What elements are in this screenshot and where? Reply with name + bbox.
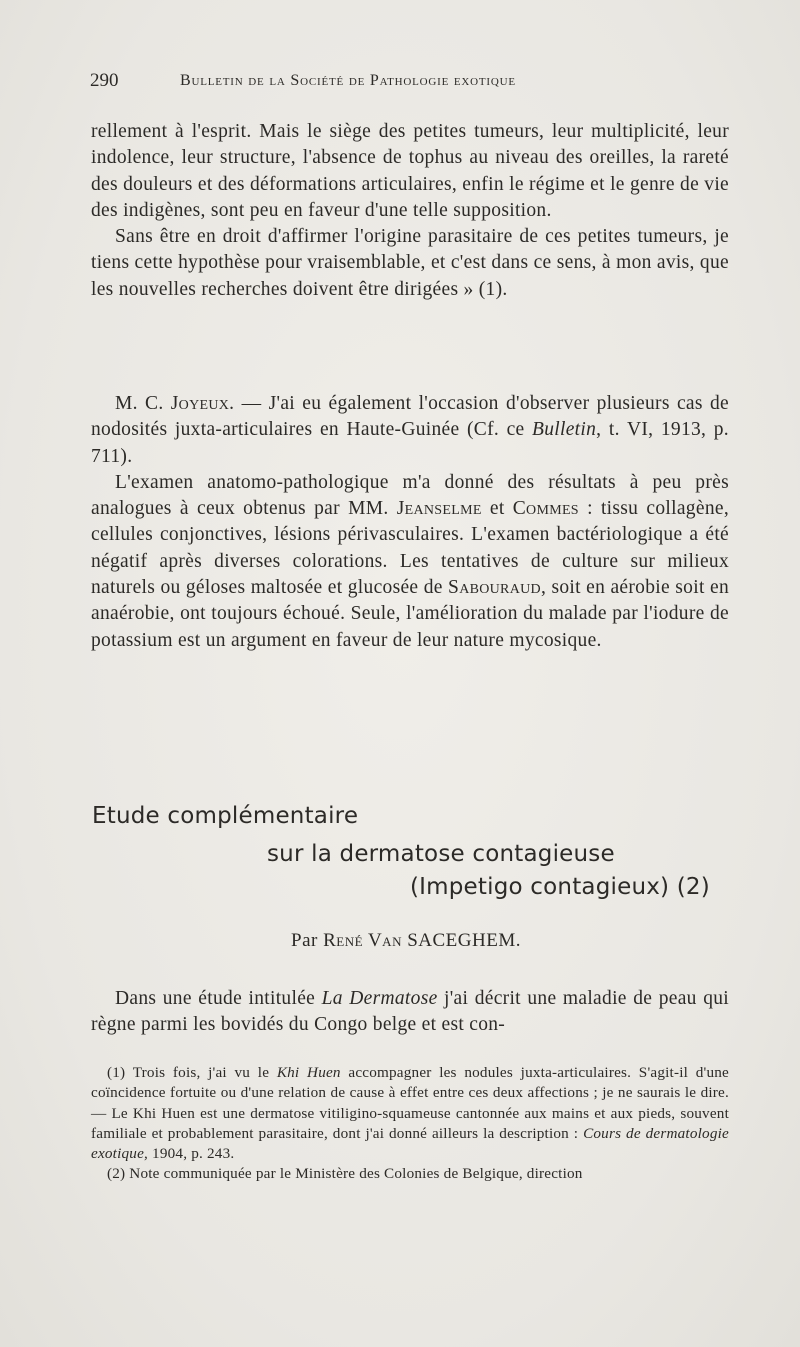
author-name: René Van SACEGHEM [323,930,516,951]
book-title: Cours de dermatologie exotique [91,1124,729,1163]
discussion-block [91,391,729,654]
article-title-line-3: (Impetigo contagieux) (2) [410,874,710,900]
byline: Par René Van SACEGHEM. [291,930,521,951]
journal-title: Bulletin de la Société de Pathologie exotique [180,72,516,89]
author-name: Jeanselme [396,498,482,520]
paragraph: Sans être en droit d'affirmer l'origine parasitaire de ces petites tumeurs, je tiens cette hypothèse pour vraisemblable, et c'est dans ce sens, à mon avis, que les nouvelles recherches doivent être dirigées » (1). [91,226,729,300]
work-title: La Dermatose [321,988,438,1009]
author-name: Sabouraud [448,577,541,599]
article-title-line-1: Etude complémentaire [92,803,359,829]
running-head [90,70,730,98]
continued-text-block [91,119,729,303]
footnote-2: (2) Note communiquée par le Ministère des Colonies de Belgique, direction [107,1165,583,1183]
footnotes [91,1063,729,1185]
author-name: Commes [512,498,579,520]
article-title-line-2: sur la dermatose contagieuse [267,841,615,867]
footnote-1: (1) Trois fois, j'ai vu le Khi Huen accompagner les nodules juxta-articulaires. S'agit-il d'une coïncidence fortuite ou d'une relation de cause à effet entre ces deux affections ; je ne saurais le dire. — Le Khi Huen est une dermatose vitiligino-squameuse cantonnée aux mains et aux pieds, souvent familiale et probablement parasitaire, dont j'ai donné ailleurs la description : Cours de dermatologie exotique, 1904, p. 243. [91,1064,729,1163]
paragraph: L'examen anatomo-pathologique m'a donné des résultats à peu près analogues à ceux obtenus par MM. Jeanselme et Commes : tissu collagène, cellules conjonctives, lésions périvasculaires. L'examen bactériologique a été négatif après diverses colorations. Les tentatives de culture sur milieux naturels ou géloses maltosée et glucosée de Sabouraud, soit en aérobie soit en anaérobie, ont toujours échoué. Seule, l'amélioration du malade par l'iodure de potassium est un argument en faveur de leur nature mycosique. [91,471,729,651]
paragraph: M. C. Joyeux. — J'ai eu également l'occasion d'observer plusieurs cas de nodosités juxta-articulaires en Haute-Guinée (Cf. ce Bulletin, t. VI, 1913, p. 711). [91,393,730,467]
page-number: 290 [90,70,119,91]
paragraph: rellement à l'esprit. Mais le siège des petites tumeurs, leur multiplicité, leur indolence, leur structure, l'absence de tophus au niveau des oreilles, la rareté des douleurs et des déformations articulaires, enfin le régime et le genre de vie des indigènes, sont peu en faveur d'une telle supposition. [91,121,729,221]
journal-reference: Bulletin [532,419,597,441]
speaker-name: M. C. Joyeux. [115,393,235,414]
paragraph: Dans une étude intitulée La Dermatose j'ai décrit une maladie de peau qui règne parmi les bovidés du Congo belge et est con- [91,988,730,1036]
article-body [91,986,729,1039]
